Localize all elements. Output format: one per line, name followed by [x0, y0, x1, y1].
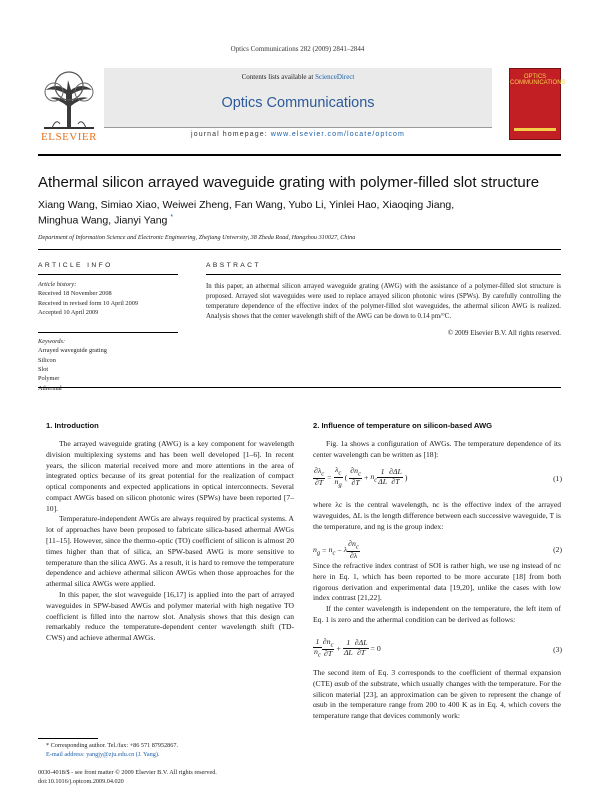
- equation-2: $n_g = n_c - \lambda$ $\frac{\partial n_c}{\partial\lambda}$: [313, 539, 359, 560]
- body-separator-rule: [38, 387, 561, 388]
- journal-banner: [104, 68, 492, 142]
- issn-line: 0030-4018/$ - see front matter © 2009 Elsevier B.V. All rights reserved.: [38, 769, 217, 776]
- keyword-item: Athermal: [38, 384, 62, 392]
- author-email-link[interactable]: E-mail address: yangjy@zju.edu.cn (J. Yang).: [46, 750, 160, 758]
- publisher-logo[interactable]: [38, 68, 100, 144]
- corresponding-author-note: * Corresponding author. Tel./fax: +86 571 87952867.: [46, 742, 179, 749]
- keywords-block: [38, 337, 178, 393]
- homepage-prefix: journal homepage:: [191, 131, 271, 138]
- article-history: [38, 280, 178, 317]
- keyword-item: Arrayed waveguide grating: [38, 347, 107, 355]
- section-1-paragraph-1: The arrayed waveguide grating (AWG) is a key component for wavelength division multiplexing systems and has been well developed [1–6]. In recent years, the silicon material received more and more attentions in the area of integrated optics because of its great potential for the realization of compact optical components and expected applications in optical interconnects. Several compact AWGs based on silicon photonic wires (SPWs) have been reported [7–10].: [46, 439, 294, 513]
- keyword-item: Silicon: [38, 356, 56, 364]
- article-info-rule: [38, 274, 178, 275]
- cover-title: OPTICS COMMUNICATIONS: [510, 74, 566, 87]
- keywords-label: Keywords:: [38, 338, 66, 345]
- equation-3-number: (3): [553, 645, 562, 654]
- accepted-date: Accepted 10 April 2009: [38, 308, 99, 316]
- corresponding-author-mark[interactable]: *: [170, 213, 174, 221]
- abstract-heading: ABSTRACT: [206, 262, 261, 269]
- received-date: Received 18 November 2008: [38, 290, 112, 298]
- page-footer: [38, 769, 217, 787]
- section-1-paragraph-2: Temperature-independent AWGs are always required by practical systems. A lot of approaches have been proposed to fabricate silica-based athermal AWGs [11–15]. However, since the thermo-optic (TO) coefficient of silicon is almost 20 times higher than that of silica, an SPW-based AWG is more sensitive to temperature than the silica AWG. As a result, it is hard to remove the temperature dependence and achieve athermal silicon AWGs when those approaches for the athermal silica AWGs were applied.: [46, 514, 294, 589]
- keywords-rule: [38, 332, 178, 333]
- footnote: [46, 742, 178, 760]
- section-2-paragraph-1-text: Fig. 1a shows a configuration of AWGs. The temperature dependence of its center wavelength can be written as [18]:: [313, 439, 561, 459]
- section-2-paragraph-1: [313, 439, 561, 461]
- equation-1-number: (1): [553, 474, 562, 483]
- section-1-heading: 1. Introduction: [46, 421, 99, 430]
- author-list: [38, 199, 508, 228]
- authors-line-2-text: Minghua Wang, Jianyi Yang: [38, 214, 168, 227]
- elsevier-tree-icon: [38, 68, 100, 130]
- journal-citation: Optics Communications 282 (2009) 2841–2844: [230, 45, 365, 53]
- sciencedirect-link[interactable]: ScienceDirect: [315, 73, 355, 81]
- section-2-paragraph-2: [313, 500, 561, 532]
- section-2-paragraph-3-text: Since the refractive index contrast of SOI is rather high, we use ng instead of nc here in Eq. 1, which has been reported to be more accurate [18] from both rigorous derivation and experimental data [19,20], unlike the cases with low index contrast [21,22].: [313, 561, 561, 603]
- section-2-paragraph-4-text: If the center wavelength is independent on the temperature, the left item of Eq. 1 is zero and the athermal condition can be derived as follows:: [313, 604, 561, 624]
- article-info-heading: ARTICLE INFO: [38, 262, 113, 269]
- section-2-paragraph-2-text: where λc is the central wavelength, nc is the effective index of the arrayed waveguides, ΔL is the length difference between each successive waveguide, T is the temperature, and ng is the group index:: [313, 500, 561, 531]
- authors-line-1: Xiang Wang, Simiao Xiao, Weiwei Zheng, Fan Wang, Yubo Li, Yinlei Hao, Xiaoqing Jiang,: [38, 199, 455, 211]
- abstract-text: In this paper, an athermal silicon arrayed waveguide grating (AWG) with the assistance of a polymer-filled slot structure is proposed. Arrayed slot waveguides were used to replace arrayed silicon photonic wires (SPWs). By carefully controlling the temperature dependence of the effective index of the polymer-filled slot waveguides, the athermal silicon AWG is realized. Analysis shows that the center wavelength shift of the AWG can be down to 0.14 pm/°C.: [206, 283, 561, 321]
- section-1-paragraph-3: In this paper, the slot waveguide [16,17] is applied into the part of arrayed waveguides in SPW-based AWGs and polymer material with high negative TO coefficient is filled into the narrow slot. Analysis shows that this design can remarkably reduce the temperature-dependent center wavelength shift (TD-CWS) and achieve athermal AWGs.: [46, 589, 294, 643]
- affiliation: Department of Information Science and Electronic Engineering, Zhejiang University, 38 Zheda Road, Hangzhou 310027, China: [38, 234, 356, 241]
- section-2-paragraph-5: [313, 668, 561, 722]
- revised-date: Received in revised form 10 April 2009: [38, 299, 139, 307]
- keyword-item: Slot: [38, 365, 49, 373]
- doi-line: doi:10.1016/j.optcom.2009.04.020: [38, 777, 124, 785]
- contents-line: [104, 73, 492, 81]
- journal-header: [38, 68, 566, 146]
- journal-cover-thumbnail[interactable]: [509, 68, 566, 140]
- keyword-item: Polymer: [38, 375, 60, 383]
- header-rule: [38, 154, 561, 156]
- abstract-rule: [206, 274, 561, 275]
- cover-stripe: [514, 128, 556, 131]
- journal-title: Optics Communications: [221, 95, 375, 111]
- history-label: Article history:: [38, 281, 77, 288]
- equation-2-number: (2): [553, 545, 562, 554]
- homepage-link[interactable]: www.elsevier.com/locate/optcom: [270, 131, 405, 138]
- affiliation-rule: [38, 249, 561, 250]
- section-2-heading: 2. Influence of temperature on silicon-based AWG: [313, 421, 493, 430]
- contents-prefix: Contents lists available at: [241, 73, 316, 81]
- section-2-paragraph-5-text: The second item of Eq. 3 corresponds to the coefficient of thermal expansion (CTE) αsub of the substrate, which usually changes with the temperature. For the silicon material [23], an approximation can be given to represent the change of αsub in the temperature range from 200 to 400 K as in Eq. 4, which covers the temperature range that devices commonly work:: [313, 668, 561, 721]
- equation-1: $\frac{\partial\lambda_c}{\partial T}$ = $\frac{\lambda_c}{n_g}$ ( $\frac{\partial n_c}{\partial T}$ + $n_c$ $\frac{1}{\Delta L}$ $\frac{\partial\Delta L}{\partial T}$ ): [314, 465, 408, 489]
- abstract-copyright: © 2009 Elsevier B.V. All rights reserved.: [447, 330, 561, 337]
- equation-3: $\frac{1}{n_c}$ $\frac{\partial n_c}{\partial T}$ + $\frac{1}{\Delta L}$ $\frac{\partial\Delta L}{\partial T}$ = 0: [314, 637, 381, 659]
- footnote-rule: [38, 738, 98, 739]
- article-title: Athermal silicon arrayed waveguide grating with polymer-filled slot structure: [38, 174, 540, 191]
- authors-line-2: [38, 213, 508, 228]
- journal-homepage: [104, 127, 492, 142]
- elsevier-wordmark: ELSEVIER: [41, 131, 97, 143]
- section-1-body: [46, 439, 294, 644]
- section-2-paragraphs-3-4: [313, 561, 561, 626]
